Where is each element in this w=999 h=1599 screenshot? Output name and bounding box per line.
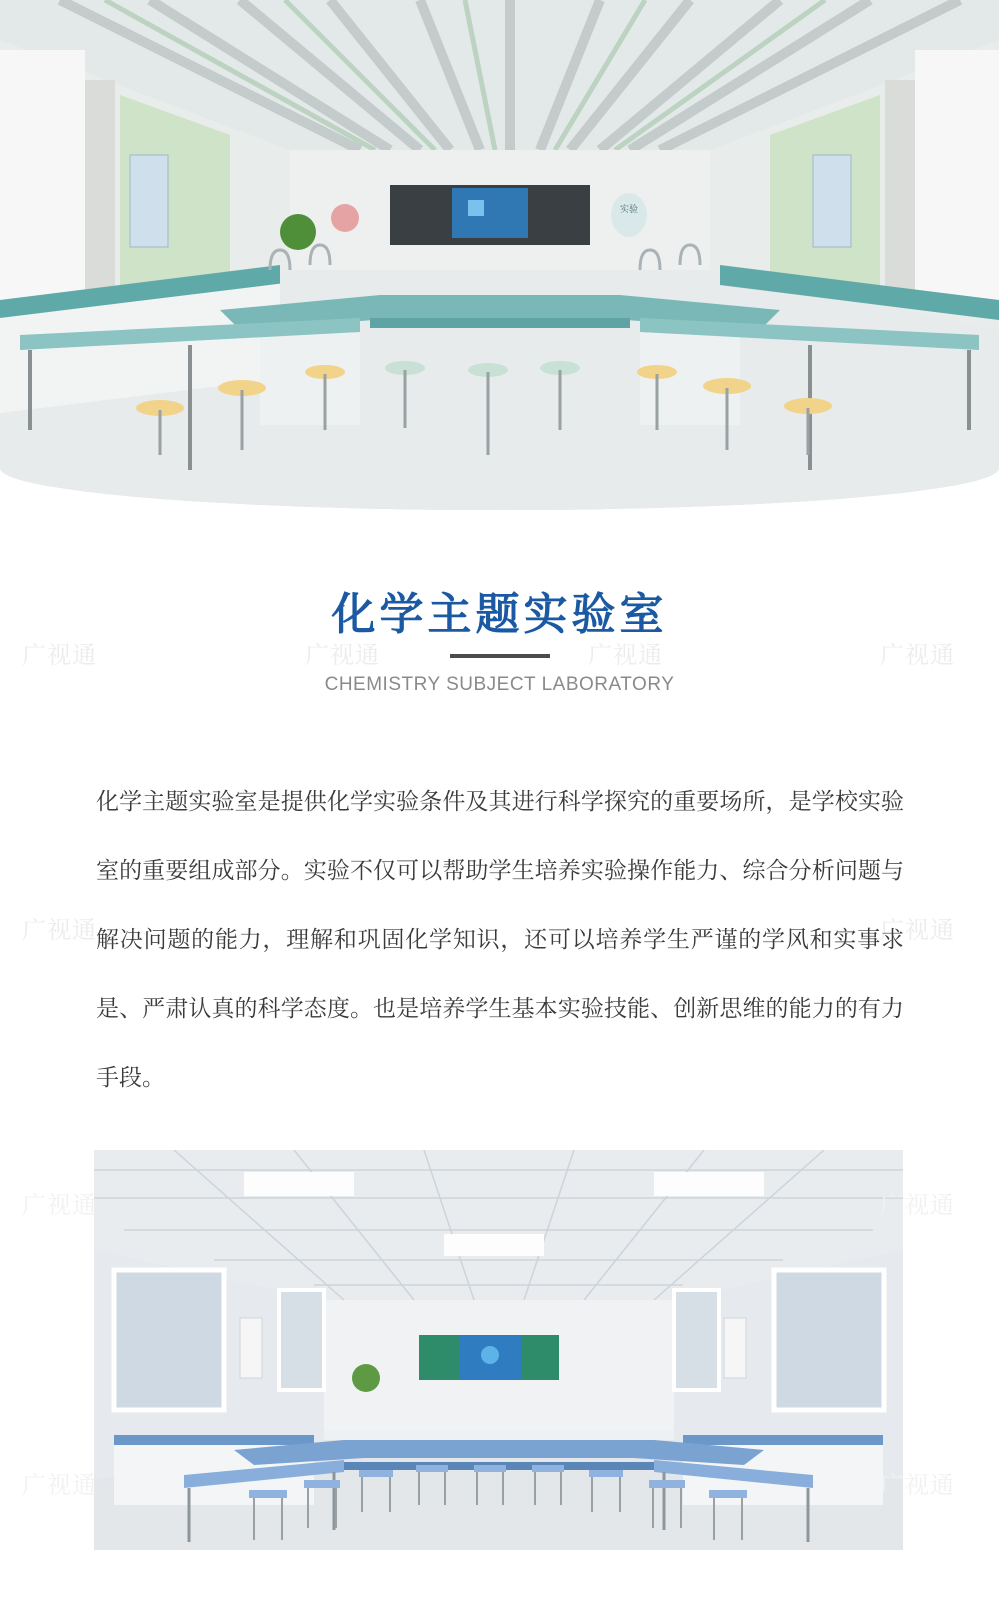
watermark: 广视通 [588, 641, 663, 669]
watermark: 广视通 [880, 641, 955, 669]
lab-overview-photo [94, 1150, 903, 1550]
watermark: 广视通 [880, 1471, 955, 1499]
svg-text:实验: 实验 [619, 205, 639, 215]
watermark: 广视通 [22, 1471, 97, 1499]
page-subtitle: CHEMISTRY SUBJECT LABORATORY [324, 674, 675, 695]
watermark: 广视通 [22, 1191, 97, 1219]
hero-lab-illustration [0, 0, 999, 510]
page-title: 化学主题实验室 [331, 589, 668, 640]
watermark: 广视通 [880, 916, 955, 944]
title-divider [450, 654, 550, 658]
watermark: 广视通 [305, 641, 380, 669]
hero-lab-photo [0, 0, 999, 510]
watermark: 广视通 [22, 916, 97, 944]
watermark: 广视通 [880, 1191, 955, 1219]
watermark: 广视通 [22, 641, 97, 669]
intro-paragraph: 化学主题实验室是提供化学实验条件及其进行科学探究的重要场所，是学校实验室的重要组成部分。实验不仅可以帮助学生培养实验操作能力、综合分析问题与解决问题的能力，理解和巩固化学知识，还可以培养学生严谨的学风和实事求是、严肃认真的科学态度。也是培养学生基本实验技能、创新思维的能力的有力手段。 [96, 789, 904, 1091]
lab-overview-illustration [94, 1150, 903, 1550]
